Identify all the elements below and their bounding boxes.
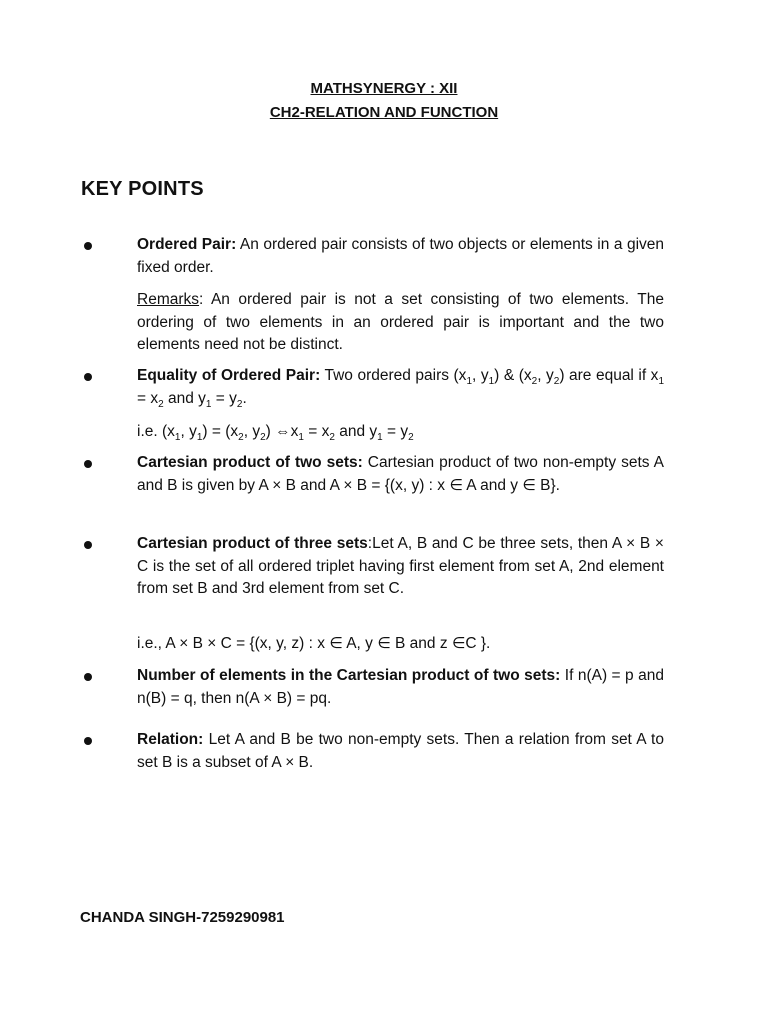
bullet-icon bbox=[84, 673, 92, 681]
cartesian-three-ie-text: A × B × C = {(x, y, z) : x ∈ A, y ∈ B and z ∈C }. bbox=[161, 635, 491, 652]
ordered-pair-item bbox=[137, 234, 664, 279]
key-points-heading: KEY POINTS bbox=[81, 178, 204, 200]
relation-text: Let A and B be two non-empty sets. Then a relation from set A to set B is a subset of A × B. bbox=[137, 731, 664, 771]
footer-author: CHANDA SINGH-7259290981 bbox=[80, 909, 285, 926]
equality-ie-text: = y bbox=[382, 423, 409, 440]
subscript: 2 bbox=[553, 376, 560, 388]
equality-text: , y bbox=[537, 367, 554, 384]
ordered-pair-term: Ordered Pair: bbox=[137, 236, 237, 253]
equality-text: Two ordered pairs (x bbox=[320, 367, 467, 384]
cartesian-two-term: Cartesian product of two sets: bbox=[137, 454, 363, 471]
subscript: 2 bbox=[236, 398, 243, 410]
equality-text: ) are equal if x bbox=[559, 367, 659, 384]
header-title: MATHSYNERGY : XII bbox=[310, 80, 458, 97]
equality-ie-text: and y bbox=[334, 423, 378, 440]
subscript: 1 bbox=[466, 376, 472, 388]
ie-label: i.e., bbox=[137, 635, 162, 652]
subscript: 2 bbox=[408, 432, 414, 444]
equality-ie-text: , y bbox=[180, 423, 197, 440]
subscript: 1 bbox=[658, 376, 664, 388]
subscript: 1 bbox=[196, 432, 203, 444]
number-elements-item bbox=[137, 665, 664, 710]
subscript: 1 bbox=[205, 398, 212, 410]
subscript: 1 bbox=[174, 432, 181, 444]
remarks-text: : An ordered pair is not a set consisting of two elements. The ordering of two elements in an ordered pair is important and the two elements need not be distinct. bbox=[137, 291, 664, 353]
cartesian-three-term: Cartesian product of three sets bbox=[137, 535, 368, 552]
relation-term: Relation: bbox=[137, 731, 204, 748]
equality-ie-text: ) = (x bbox=[202, 423, 239, 440]
equality-text: and y bbox=[163, 389, 206, 407]
subscript: 2 bbox=[531, 376, 538, 388]
equality-text: ) & (x bbox=[494, 367, 532, 384]
equality-text: = x bbox=[137, 389, 159, 407]
bullet-icon bbox=[84, 541, 92, 549]
subscript: 1 bbox=[377, 432, 383, 444]
equality-text: , y bbox=[472, 367, 489, 384]
equality-ie-text: i.e. (x bbox=[137, 423, 175, 440]
bullet-icon bbox=[84, 460, 92, 468]
subscript: 1 bbox=[488, 376, 495, 388]
equality-ie-line bbox=[137, 421, 664, 444]
subscript: 1 bbox=[298, 432, 304, 444]
bullet-icon bbox=[84, 242, 92, 250]
bullet-icon bbox=[84, 373, 92, 381]
relation-item bbox=[137, 729, 664, 774]
cartesian-three-item bbox=[137, 533, 664, 601]
chapter-title: CH2-RELATION AND FUNCTION bbox=[269, 104, 499, 121]
subscript: 2 bbox=[260, 432, 266, 444]
ordered-pair-text: An ordered pair consists of two objects or elements in a given fixed order. bbox=[137, 236, 664, 276]
bullet-icon bbox=[84, 737, 92, 745]
equality-ie-text: = x bbox=[303, 423, 330, 440]
equality-text: = y bbox=[211, 389, 237, 407]
cartesian-two-text: Cartesian product of two non-empty sets A and B is given by A × B and A × B = {(x, y) : x ∈ A and y ∈ B}. bbox=[137, 454, 664, 494]
cartesian-two-item bbox=[137, 452, 664, 497]
equality-text: . bbox=[242, 389, 247, 407]
cartesian-three-text: :Let A, B and C be three sets, then A × B × C is the set of all ordered triplet having first element from set A, 2nd element from set B and 3rd element from set C. bbox=[137, 535, 664, 597]
equality-ie-text: ) ⇔x bbox=[265, 423, 299, 440]
equality-item bbox=[137, 365, 664, 410]
subscript: 2 bbox=[158, 398, 164, 410]
subscript: 2 bbox=[329, 432, 335, 444]
equality-term: Equality of Ordered Pair: bbox=[137, 367, 321, 384]
cartesian-three-ie-line bbox=[137, 633, 664, 656]
equality-ie-text: , y bbox=[243, 423, 261, 440]
number-elements-text: If n(A) = p and n(B) = q, then n(A × B) = pq. bbox=[137, 667, 664, 707]
remarks-label: Remarks bbox=[137, 291, 200, 308]
subscript: 2 bbox=[238, 432, 244, 444]
number-elements-term: Number of elements in the Cartesian product of two sets: bbox=[137, 667, 561, 684]
remarks-paragraph bbox=[137, 289, 664, 357]
